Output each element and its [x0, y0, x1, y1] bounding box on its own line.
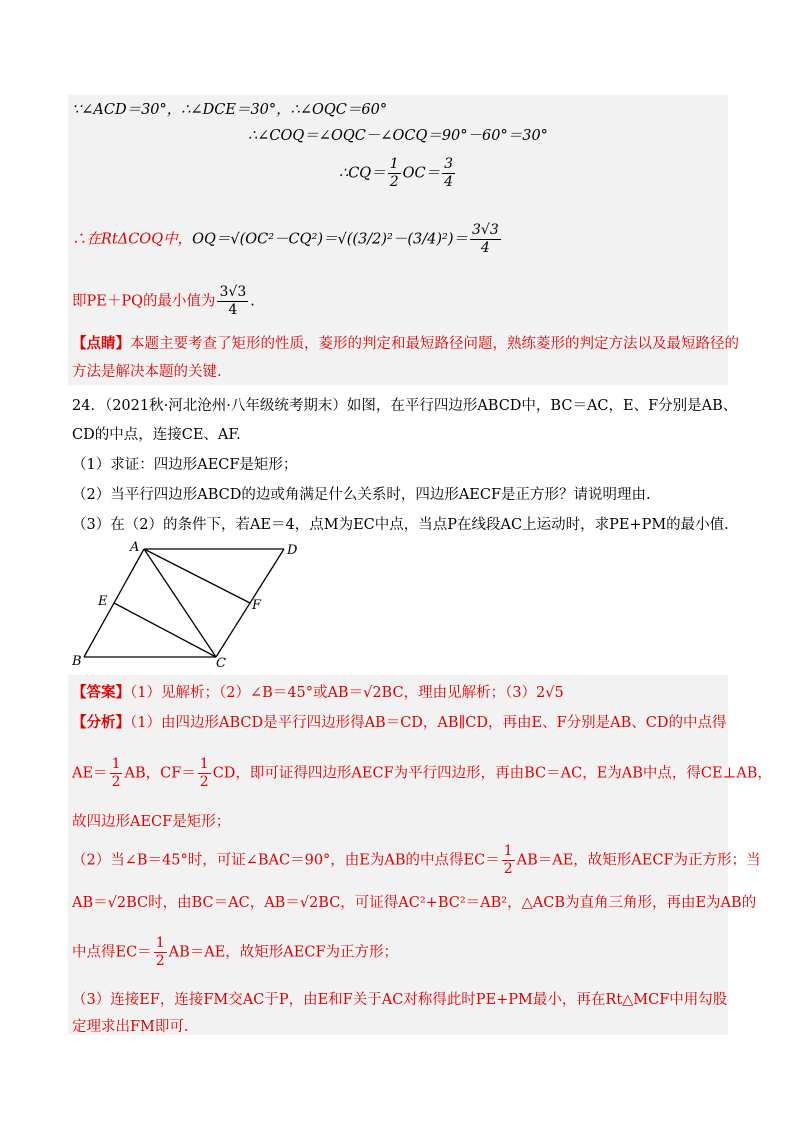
parallelogram-figure — [70, 537, 310, 672]
analysis-line-2: AE＝ $\frac{1}{2}$ AB，CF＝ $\frac{1}{2}$ CD，即可证得四边形AECF为平行四边形，再由BC＝AC，E为AB中点，得CE⊥AB， — [72, 756, 772, 790]
label-E: E — [98, 594, 108, 609]
answer-line: 【答案】（1）见解析；（2）∠B＝45°或AB＝√2BC，理由见解析；（3）2√5 — [72, 684, 564, 701]
question-1: （1）求证：四边形AECF是矩形； — [72, 457, 298, 473]
analysis-line-4: （2）当∠B＝45°时，可证∠BAC＝90°，由E为AB的中点得EC＝ $\frac{1}{2}$ AB＝AE，故矩形AECF为正方形；当 — [72, 843, 761, 877]
label-D: D — [287, 543, 298, 558]
problem-stem-1: 24．（2021秋·河北沧州·八年级统考期末）如图，在平行四边形ABCD中，BC＝AC，E、F分别是AB、 — [72, 398, 738, 414]
comment-line-2: 方法是解决本题的关键. — [72, 364, 222, 380]
solution-line-4: ∴在RtΔCOQ中，OQ＝√(OC²－CQ²)＝√((3/2)²－(3/4)²)＝ $\frac{3√3}{4}$ — [72, 222, 499, 256]
solution-line-5: 即PE＋PQ的最小值为 $\frac{3√3}{4}$ . — [72, 284, 255, 318]
label-F: F — [252, 598, 262, 613]
analysis-line-6: 中点得EC＝ $\frac{1}{2}$ AB＝AE，故矩形AECF为正方形； — [72, 935, 399, 969]
comment-line-1: 【点睛】本题主要考查了矩形的性质，菱形的判定和最短路径问题，熟练菱形的判定方法以及最短路径的 — [72, 335, 739, 352]
analysis-line-5: AB＝√2BC时，由BC＝AC，AB＝√2BC，可证得AC²+BC²＝AB²，△ACB为直角三角形，再由E为AB的 — [72, 895, 757, 911]
analysis-line-7: （3）连接EF，连接FM交AC于P，由E和F关于AC对称得此时PE+PM最小，再在Rt△MCF中用勾股 — [72, 992, 728, 1008]
question-2: （2）当平行四边形ABCD的边或角满足什么关系时，四边形AECF是正方形？请说明理由. — [72, 487, 651, 503]
question-3: （3）在（2）的条件下，若AE＝4，点M为EC中点，当点P在线段AC上运动时，求PE+PM的最小值. — [72, 517, 729, 533]
segment-AC — [144, 549, 216, 657]
analysis-line-3: 故四边形AECF是矩形； — [72, 814, 231, 830]
segment-AF — [144, 549, 250, 603]
label-A: A — [130, 540, 140, 555]
analysis-line-8: 定理求出FM即可. — [72, 1019, 189, 1035]
label-C: C — [216, 656, 226, 671]
label-B: B — [72, 654, 82, 669]
solution-line-3: ∴CQ＝ $\frac{1}{2}$ OC＝ $\frac{3}{4}$ — [338, 156, 454, 190]
segment-CE — [114, 603, 216, 657]
solution-line-1: ∵∠ACD＝30°，∴∠DCE＝30°，∴∠OQC＝60° — [72, 102, 388, 118]
problem-stem-2: CD的中点，连接CE、AF. — [72, 427, 241, 443]
analysis-line-1: 【分析】（1）由四边形ABCD是平行四边形得AB＝CD，AB∥CD，再由E、F分别是AB、CD的中点得 — [72, 714, 727, 731]
solution-line-2: ∴∠COQ＝∠OQC－∠OCQ＝90°－60°＝30° — [248, 128, 548, 144]
